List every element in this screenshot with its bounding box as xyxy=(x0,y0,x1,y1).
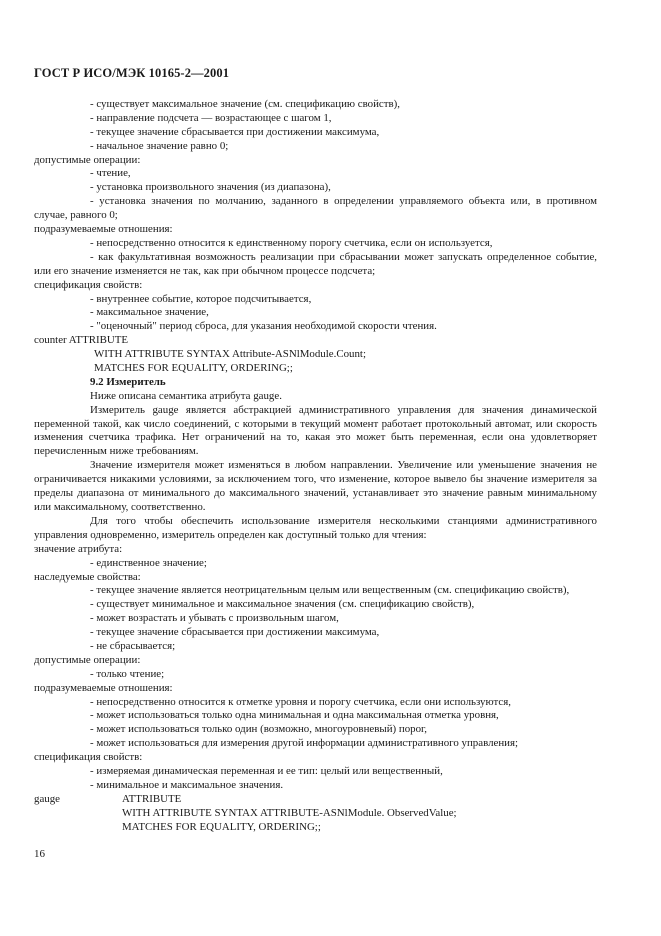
code-line: MATCHES FOR EQUALITY, ORDERING;; xyxy=(94,361,293,374)
text-line: спецификация свойств: xyxy=(34,751,143,764)
text-line: наследуемые свойства: xyxy=(34,570,141,583)
text-paragraph: Значение измерителя может изменяться в любом направлении. Увеличение или уменьшение значения не ограничивается никакими условиями, за исключением того, что изменение, которое вывело бы значение измерителя за пределы диапазона от минимального до максимального значений, устанавливает это значение равным минимальному или максимальному, соответственно. xyxy=(34,459,597,513)
text-line: подразумеваемые отношения: xyxy=(34,223,173,236)
text-line: допустимые операции: xyxy=(34,653,141,666)
document-body xyxy=(34,98,597,834)
code-line: WITH ATTRIBUTE SYNTAX Attribute-ASNlModule.Count; xyxy=(94,348,366,361)
code-keyword: gauge xyxy=(34,792,61,805)
code-line: WITH ATTRIBUTE SYNTAX ATTRIBUTE-ASNlModule. ObservedValue; xyxy=(122,806,457,819)
text-line: - текущее значение сбрасывается при достижении максимума, xyxy=(90,125,380,138)
text-line: - только чтение; xyxy=(90,667,165,680)
text-line: - непосредственно относится к единственному порогу счетчика, если он используется, xyxy=(90,236,493,249)
text-line: - может использоваться для измерения другой информации административного управления; xyxy=(90,737,519,750)
text-line: - текущее значение сбрасывается при достижении максимума, xyxy=(90,626,380,639)
code-line xyxy=(34,793,597,807)
text-line: спецификация свойств: xyxy=(34,278,143,291)
text-line: - может возрастать и убывать с произвольным шагом, xyxy=(90,612,339,625)
code-keyword: ATTRIBUTE xyxy=(122,792,182,805)
text-line: - минимальное и максимальное значения. xyxy=(90,778,284,791)
code-line: counter ATTRIBUTE xyxy=(34,334,129,347)
text-paragraph: - текущее значение является неотрицательным целым или вещественным (см. спецификацию свойств), xyxy=(90,584,570,597)
text-line: - максимальное значение, xyxy=(90,306,209,319)
code-line: MATCHES FOR EQUALITY, ORDERING;; xyxy=(122,820,321,833)
text-paragraph: Измеритель gauge является абстракцией административного управления для значения динамической переменной такой, как число соединений, с которыми в текущий момент работает протокольный автомат, или скорость изменения счетчика трафика. Нет ограничений на то, какая это может быть переменная, если она удовлетворяет перечисленным ниже требованиям. xyxy=(34,403,597,458)
text-line: - не сбрасывается; xyxy=(90,639,176,652)
text-paragraph: - как факультативная возможность реализации при сбрасывании может запускать определенное событие, или его значение изменяется не так, как при обычном процессе подсчета; xyxy=(34,250,597,277)
section-heading: 9.2 Измеритель xyxy=(90,375,166,388)
text-line: - может использоваться только одна минимальная и одна максимальная отметка уровня, xyxy=(90,709,499,722)
text-line: - существует минимальное и максимальное значения (см. спецификацию свойств), xyxy=(90,598,475,611)
text-line: - может использоваться только один (возможно, многоуровневый) порог, xyxy=(90,723,427,736)
text-line: - непосредственно относится к отметке уровня и порогу счетчика, если они используются, xyxy=(90,695,511,708)
text-line: - чтение, xyxy=(90,167,131,180)
text-line: - единственное значение; xyxy=(90,556,207,569)
text-paragraph: - установка значения по молчанию, заданного в определении управляемого объекта или, в противном случае, равного 0; xyxy=(34,195,597,222)
text-line: - внутреннее событие, которое подсчитывается, xyxy=(90,292,312,305)
text-line: допустимые операции: xyxy=(34,153,141,166)
text-line: - существует максимальное значение (см. спецификацию свойств), xyxy=(90,98,401,110)
text-line: подразумеваемые отношения: xyxy=(34,681,173,694)
text-line: - "оценочный" период сброса, для указания необходимой скорости чтения. xyxy=(90,320,437,333)
text-line: - направление подсчета — возрастающее с шагом 1, xyxy=(90,111,332,124)
text-paragraph: Для того чтобы обеспечить использование измерителя несколькими станциями административного управления одновременно, измеритель определен как доступный только для чтения: xyxy=(34,514,597,541)
text-line: Ниже описана семантика атрибута gauge. xyxy=(90,389,282,402)
text-line: значение атрибута: xyxy=(34,542,123,555)
page-number: 16 xyxy=(34,848,45,860)
text-line: - начальное значение равно 0; xyxy=(90,139,229,152)
text-line: - установка произвольного значения (из диапазона), xyxy=(90,181,331,194)
text-line: - измеряемая динамическая переменная и ее тип: целый или вещественный, xyxy=(90,764,443,777)
document-header: ГОСТ Р ИСО/МЭК 10165-2—2001 xyxy=(34,66,230,80)
